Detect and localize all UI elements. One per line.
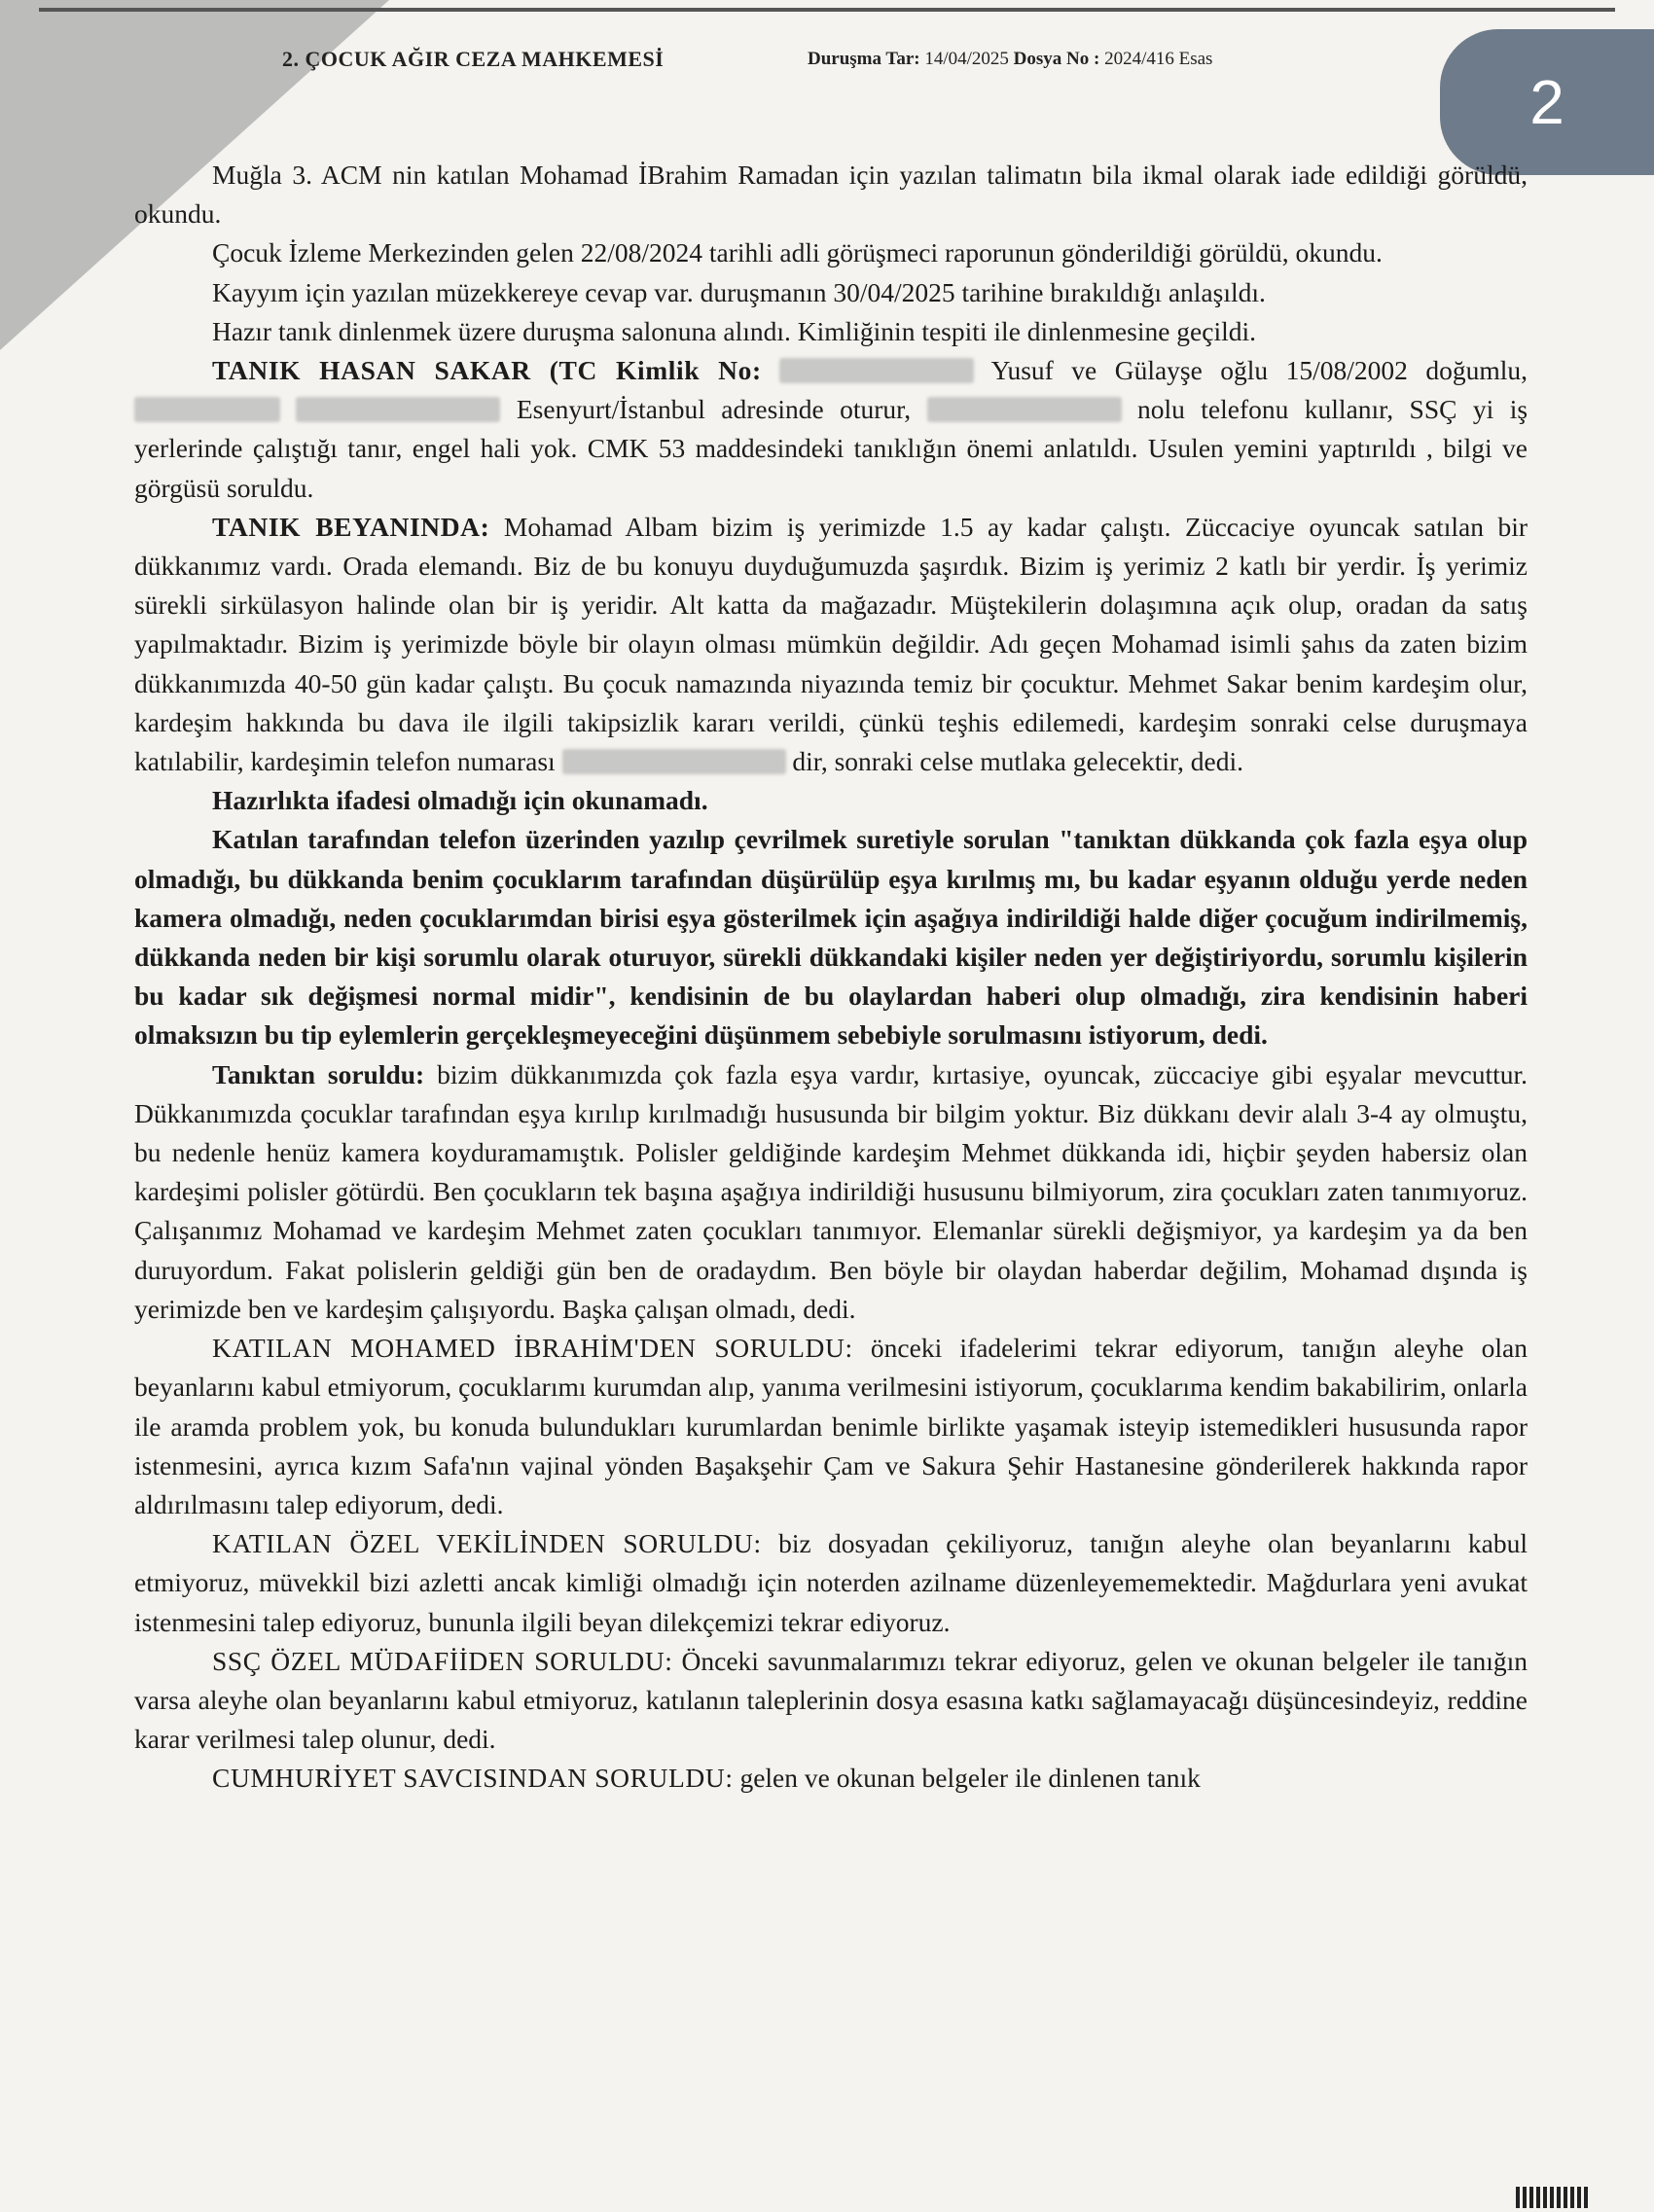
paragraph-report: Çocuk İzleme Merkezinden gelen 22/08/2024 tarihli adli görüşmeci raporunun gönderildiği görüldü, okundu. <box>212 237 1383 268</box>
paragraph-victim-asked <box>134 1329 1528 1524</box>
redacted-brother-phone <box>562 749 786 774</box>
redacted-phone <box>927 397 1122 422</box>
lawyer-text: biz dosyadan çekiliyoruz, tanığın aleyhe olan beyanlarını kabul etmiyoruz, müvekkil bizi azletti ancak kimliği olmadığı için noterden azilname düzenleyememektedir. Mağdurlara yeni avukat istenmesini talep ediyoruz, bununla ilgili beyan dilekçemizi tekrar ediyoruz. <box>134 1528 1528 1637</box>
paragraph-victim-question: Katılan tarafından telefon üzerinden yazılıp çevrilmek suretiyle sorulan "tanıktan dükkanda çok fazla eşya olup olmadığı, bu dükkanda benim çocuklarım tarafından düşürülüp eşya kırılmış mı, bu kadar eşyanın olduğu yerde neden kamera olmadığı, neden çocuklarımdan birisi eşya gösterilmek için aşağıya indirildiği halde diğer çocuğum indirilmemiş, dükkanda neden bir kişi sorumlu olarak oturuyor, sürekli dükkandaki kişiler neden yer değiştiriyordu, sorumlu kişilerin bu kadar sık değişmesi normal midir", kendisinin de bu olaylardan haberi olup olmadığı, zira kendisinin haberi olmaksızın bu tip eylemlerin gerçekleşmeyeceğini düşünmem sebebiyle sorulmasını istiyorum, dedi. <box>134 824 1528 1051</box>
witness-title: TANIK HASAN SAKAR (TC Kimlik No: <box>212 355 762 386</box>
paragraph-witness-intro: Hazır tanık dinlenmek üzere duruşma salonuna alındı. Kimliğinin tespiti ile dinlenmesine geçildi. <box>212 315 1256 346</box>
witness-address: Esenyurt/İstanbul adresinde oturur, <box>516 394 912 425</box>
prosecutor-label: CUMHURİYET SAVCISINDAN SORULDU: <box>212 1763 734 1794</box>
victim-label: KATILAN MOHAMED İBRAHİM'DEN SORULDU: <box>212 1333 853 1364</box>
statement-end: dir, sonraki celse mutlaka gelecektir, dedi. <box>792 746 1243 777</box>
defense-text: Önceki savunmalarımızı tekrar ediyoruz, gelen ve okunan belgeler ile tanığın varsa aleyhe olan beyanlarını kabul etmiyoruz, katılanın taleplerinin dosya esasına katkı sağlamayacağı düşüncesindeyiz, reddine karar verilmesi talep olunur, dedi. <box>134 1645 1528 1755</box>
redacted-address-2 <box>296 397 500 422</box>
document-body <box>134 156 1528 1799</box>
paragraph-witness-statement <box>134 508 1528 781</box>
asked-text: bizim dükkanımızda çok fazla eşya vardır, kırtasiye, oyuncak, züccaciye gibi eşyalar mevcuttur. Dükkanımızda çocuklar tarafından eşya kırılıp kırılmadığı hususunda bir bilgim yoktur. Biz dükkanı devir alalı 3-4 ay olmuştu, bu nedenle henüz kamera koyduramamıştık. Polisler geldiğinde kardeşim Mehmet dükkanda idi, hiçbir şeyden habersiz olan kardeşimi polisler götürdü. Ben çocukların tek başına aşağıya indirildiği hususunu bilmiyorum, zira çocukları zaten tanımıyoruz. Çalışanımız Mohamad ve kardeşim Mehmet zaten çocukları tanımıyor. Elemanlar sürekli değişmiyor, ya kardeşim ya da ben duruyordum. Fakat polislerin geldiği gün ben de oradaydım. Ben böyle bir olaydan haberdar değilim, Mohamad dışında iş yerimizde ben ve kardeşim çalışıyordu. Başka çalışan olmadı, dedi. <box>134 1058 1528 1324</box>
hearing-label: Duruşma Tar: <box>808 49 920 69</box>
top-rule <box>39 8 1615 12</box>
court-name: 2. ÇOCUK AĞIR CEZA MAHKEMESİ <box>282 47 665 71</box>
asked-label: Tanıktan soruldu: <box>212 1058 425 1089</box>
paragraph-no-preparation: Hazırlıkta ifadesi olmadığı için okunamadı. <box>212 785 708 816</box>
redacted-id <box>779 358 974 383</box>
lawyer-label: KATILAN ÖZEL VEKİLİNDEN SORULDU: <box>212 1528 762 1559</box>
page-header <box>282 47 1362 86</box>
paragraph-talimat: Muğla 3. ACM nin katılan Mohamad İBrahim Ramadan için yazılan talimatın bila ikmal olarak iade edildiği görüldü, okundu. <box>134 160 1528 230</box>
hearing-date: 14/04/2025 <box>924 49 1009 69</box>
file-number: 2024/416 Esas <box>1104 49 1213 69</box>
witness-parents: Yusuf ve Gülayşe oğlu 15/08/2002 doğumlu, <box>990 355 1528 386</box>
paragraph-lawyer-asked <box>134 1524 1528 1642</box>
hearing-meta <box>808 49 1212 70</box>
file-label: Dosya No : <box>1013 49 1100 69</box>
victim-text: önceki ifadelerimi tekrar ediyorum, tanığın aleyhe olan beyanlarını kabul etmiyorum, çocuklarımı kurumdan alıp, yanıma verilmesini istiyorum, çocuklarıma kendim bakabilirim, onlarla ile aramda problem yok, bu konuda bulundukları kurumlardan benimle birlikte yaşamak isteyip istemedikleri hususunda rapor istenmesini, ayrıca kızım Safa'nın vajinal yönden Başakşehir Çam ve Sakura Şehir Hastanesine gönderilerek hakkında rapor aldırılmasını talep ediyorum, dedi. <box>134 1333 1528 1519</box>
paragraph-witness-identity <box>134 351 1528 508</box>
statement-label: TANIK BEYANINDA: <box>212 511 490 542</box>
defense-label: SSÇ ÖZEL MÜDAFİİDEN SORULDU: <box>212 1645 673 1676</box>
barcode-icon <box>1516 2187 1588 2208</box>
statement-text: Mohamad Albam bizim iş yerimizde 1.5 ay kadar çalıştı. Züccaciye oyuncak satılan bir dükkanımız vardı. Orada elemandı. Biz de bu konuyu duyduğumuzda şaşırdık. Bizim iş yerimiz 2 katlı bir yerdir. İş yerimiz sürekli sirkülasyon halinde olan bir iş yeridir. Alt katta da mağazadır. Müştekilerin dolaşımına açık olup, oradan da satış yapılmaktadır. Bizim iş yerimizde böyle bir olayın olması mümkün değildir. Adı geçen Mohamad isimli şahıs da zaten bizim dükkanımızda 40-50 gün kadar çalıştı. Bu çocuk namazında niyazında temiz bir çocuktur. Mehmet Sakar benim kardeşim olur, kardeşim hakkında bu dava ile ilgili takipsizlik kararı verildi, çünkü teşhis edilemedi, kardeşim sonraki celse duruşmaya katılabilir, kardeşimin telefon numarası <box>134 511 1528 777</box>
prosecutor-text: gelen ve okunan belgeler ile dinlenen tanık <box>739 1763 1201 1794</box>
paragraph-witness-asked <box>134 1055 1528 1329</box>
redacted-address-1 <box>134 397 280 422</box>
page-number-badge: 2 <box>1440 29 1654 175</box>
paragraph-prosecutor-asked <box>134 1759 1528 1798</box>
paragraph-defense-asked <box>134 1642 1528 1760</box>
paragraph-kayyim: Kayyım için yazılan müzekkereye cevap var. duruşmanın 30/04/2025 tarihine bırakıldığı anlaşıldı. <box>212 276 1266 307</box>
witness-details: nolu telefonu kullanır, SSÇ yi iş yerlerinde çalıştığı tanır, engel hali yok. CMK 53 maddesindeki tanıklığın önemi anlatıldı. Usulen yemini yaptırıldı , bilgi ve görgüsü soruldu. <box>134 394 1528 503</box>
